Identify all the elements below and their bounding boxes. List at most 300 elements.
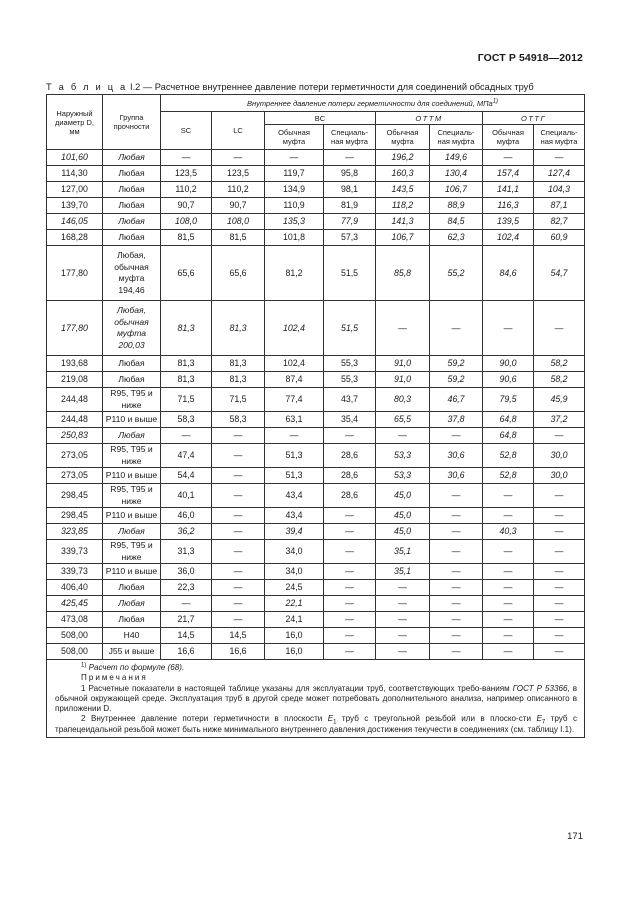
sc-cell: 110,2 (161, 182, 212, 198)
ottg-regular-cell: 116,3 (483, 198, 534, 214)
group-cell: Любая (103, 230, 161, 246)
ottm-header: ОТТМ (376, 112, 483, 125)
group-cell: J55 и выше (103, 644, 161, 660)
bc-regular-cell: 102,4 (265, 301, 324, 356)
group-cell: P110 и выше (103, 412, 161, 428)
bc-regular-header: Обычная муфта (265, 125, 324, 150)
diameter-header: Наружный диаметр D, мм (47, 95, 103, 150)
table-row (47, 644, 585, 660)
pressure-header (161, 95, 585, 112)
group-cell: Любая (103, 182, 161, 198)
table-row (47, 524, 585, 540)
header-row (47, 95, 585, 112)
lc-cell: 16,6 (212, 644, 265, 660)
pressure-header-text: Внутреннее давление потери герметичности для соединений, МПа (247, 98, 493, 108)
ottg-special-cell: — (534, 428, 585, 444)
ottm-regular-cell: 85,8 (376, 246, 430, 301)
diameter-cell: 298,45 (47, 508, 103, 524)
ottg-special-cell: 30,0 (534, 444, 585, 468)
ottm-regular-cell: 53,3 (376, 468, 430, 484)
sc-cell: 36,0 (161, 564, 212, 580)
bc-special-cell: 28,6 (324, 444, 376, 468)
ottg-regular-cell: — (483, 564, 534, 580)
bc-regular-cell: 101,8 (265, 230, 324, 246)
table-row (47, 508, 585, 524)
bc-regular-cell: 51,3 (265, 468, 324, 484)
caption-title: I.2 — Расчетное внутреннее давление потери герметичности для соединений обсадных труб (129, 82, 534, 92)
group-cell: P110 и выше (103, 564, 161, 580)
bc-special-cell: — (324, 596, 376, 612)
bc-regular-cell: 43,4 (265, 508, 324, 524)
table-row (47, 540, 585, 564)
ottm-special-cell: 59,2 (430, 372, 483, 388)
lc-cell: — (212, 484, 265, 508)
lc-cell: 110,2 (212, 182, 265, 198)
bc-special-cell: 51,5 (324, 246, 376, 301)
lc-cell: — (212, 540, 265, 564)
ottg-regular-cell: 52,8 (483, 468, 534, 484)
ottm-regular-cell: 35,1 (376, 564, 430, 580)
bc-special-cell: 81,9 (324, 198, 376, 214)
bc-regular-cell: 87,4 (265, 372, 324, 388)
lc-cell: 81,3 (212, 301, 265, 356)
bc-regular-cell: 81,2 (265, 246, 324, 301)
ottg-special-cell: 37,2 (534, 412, 585, 428)
table-row (47, 214, 585, 230)
bc-regular-cell: 34,0 (265, 564, 324, 580)
bc-special-cell: 28,6 (324, 484, 376, 508)
lc-cell: 65,6 (212, 246, 265, 301)
ottm-special-cell: 84,5 (430, 214, 483, 230)
note-2-text-b: труб с треугольной резьбой или в плоско-сти (336, 714, 537, 724)
bc-special-cell: — (324, 612, 376, 628)
note-2-e7-sub: 7 (541, 720, 546, 727)
diameter-cell: 177,80 (47, 246, 103, 301)
ottm-special-cell: 149,6 (430, 150, 483, 166)
bc-regular-cell: 16,0 (265, 644, 324, 660)
group-cell: Любая (103, 612, 161, 628)
ottg-special-cell: — (534, 540, 585, 564)
bc-regular-cell: — (265, 428, 324, 444)
lc-cell: 14,5 (212, 628, 265, 644)
ottm-special-cell: — (430, 596, 483, 612)
ottm-regular-cell: 118,2 (376, 198, 430, 214)
bc-regular-cell: 24,5 (265, 580, 324, 596)
sc-cell: 58,3 (161, 412, 212, 428)
bc-special-cell: 98,1 (324, 182, 376, 198)
lc-cell: — (212, 612, 265, 628)
ottm-special-cell: — (430, 428, 483, 444)
group-cell: R95, T95 и ниже (103, 388, 161, 412)
bc-special-cell: 55,3 (324, 372, 376, 388)
bc-header: BC (265, 112, 376, 125)
ottg-regular-cell: 90,0 (483, 356, 534, 372)
bc-special-cell: — (324, 564, 376, 580)
diameter-cell: 127,00 (47, 182, 103, 198)
sc-cell: 31,3 (161, 540, 212, 564)
group-cell: Любая, обычная муфта 194,46 (103, 246, 161, 301)
diameter-cell: 339,73 (47, 564, 103, 580)
footnote-text: Расчет по формуле (68). (88, 663, 185, 672)
ottm-special-cell: 55,2 (430, 246, 483, 301)
sc-cell: 46,0 (161, 508, 212, 524)
group-header: Группа прочности (103, 95, 161, 150)
group-cell: R95, T95 и ниже (103, 540, 161, 564)
sc-cell: — (161, 596, 212, 612)
ottm-regular-cell: 160,3 (376, 166, 430, 182)
group-cell: Любая (103, 428, 161, 444)
table-row (47, 166, 585, 182)
lc-cell: 90,7 (212, 198, 265, 214)
ottg-regular-cell: 84,6 (483, 246, 534, 301)
sc-cell: 36,2 (161, 524, 212, 540)
table-row (47, 150, 585, 166)
ottg-special-cell: — (534, 484, 585, 508)
bc-special-cell: 43,7 (324, 388, 376, 412)
ottm-regular-cell: — (376, 644, 430, 660)
sc-cell: 21,7 (161, 612, 212, 628)
ottg-special-cell: — (534, 508, 585, 524)
diameter-cell: 473,08 (47, 612, 103, 628)
ottm-regular-cell: — (376, 612, 430, 628)
ottm-regular-cell: 106,7 (376, 230, 430, 246)
notes-row (47, 660, 585, 738)
diameter-cell: 114,30 (47, 166, 103, 182)
table-row (47, 468, 585, 484)
note-1-text-a: 1 Расчетные показатели в настоящей таблице указаны для эксплуатации труб, соответствующих требо-ваниям (81, 683, 513, 693)
lc-cell: 58,3 (212, 412, 265, 428)
ottg-special-cell: 30,0 (534, 468, 585, 484)
sc-cell: 90,7 (161, 198, 212, 214)
ottg-special-cell: — (534, 564, 585, 580)
ottg-special-cell: 58,2 (534, 372, 585, 388)
ottm-regular-cell: 91,0 (376, 372, 430, 388)
note-2-e7: E (536, 714, 542, 724)
ottg-special-cell: — (534, 580, 585, 596)
ottg-special-cell: 127,4 (534, 166, 585, 182)
table-row (47, 356, 585, 372)
note-1 (55, 684, 577, 715)
group-cell: P110 и выше (103, 468, 161, 484)
table-row (47, 198, 585, 214)
ottm-special-cell: 30,6 (430, 468, 483, 484)
lc-cell: — (212, 468, 265, 484)
ottg-special-cell: — (534, 612, 585, 628)
group-cell: R95, T95 и ниже (103, 444, 161, 468)
group-cell: P110 и выше (103, 508, 161, 524)
sc-cell: 54,4 (161, 468, 212, 484)
diameter-cell: 101,60 (47, 150, 103, 166)
group-cell: R95, T95 и ниже (103, 484, 161, 508)
bc-regular-cell: — (265, 150, 324, 166)
group-cell: Любая (103, 214, 161, 230)
pressure-footnote-mark: 1) (492, 98, 499, 104)
footnote-mark: 1) (81, 662, 87, 669)
bc-regular-cell: 110,9 (265, 198, 324, 214)
ottg-special-cell: 58,2 (534, 356, 585, 372)
ottm-special-cell: — (430, 508, 483, 524)
ottm-regular-cell: 80,3 (376, 388, 430, 412)
sc-cell: 81,3 (161, 356, 212, 372)
ottm-special-cell: — (430, 540, 483, 564)
table-row (47, 564, 585, 580)
diameter-cell: 298,45 (47, 484, 103, 508)
ottg-regular-cell: — (483, 508, 534, 524)
ottm-regular-cell: 141,3 (376, 214, 430, 230)
ottm-regular-cell: 53,3 (376, 444, 430, 468)
ottm-regular-cell: 45,0 (376, 484, 430, 508)
bc-special-cell: 57,3 (324, 230, 376, 246)
sc-cell: 71,5 (161, 388, 212, 412)
ottm-special-cell: — (430, 644, 483, 660)
bc-special-cell: — (324, 580, 376, 596)
sc-cell: 47,4 (161, 444, 212, 468)
lc-cell: — (212, 508, 265, 524)
ottg-special-cell: 82,7 (534, 214, 585, 230)
ottg-regular-cell: — (483, 580, 534, 596)
ottm-regular-cell: 65,5 (376, 412, 430, 428)
ottg-regular-cell: — (483, 150, 534, 166)
table-row (47, 301, 585, 356)
note-1-reference: ГОСТ Р 53366 (512, 683, 568, 693)
sc-cell: — (161, 150, 212, 166)
ottm-special-cell: 130,4 (430, 166, 483, 182)
ottg-special-cell: — (534, 524, 585, 540)
group-cell: Любая (103, 524, 161, 540)
note-2-e1-sub: 1 (333, 720, 337, 727)
ottm-regular-cell: 143,5 (376, 182, 430, 198)
sc-cell: 40,1 (161, 484, 212, 508)
bc-special-cell: 55,3 (324, 356, 376, 372)
sc-cell: 81,5 (161, 230, 212, 246)
diameter-cell: 273,05 (47, 468, 103, 484)
lc-cell: — (212, 150, 265, 166)
sc-cell: 22,3 (161, 580, 212, 596)
group-cell: Любая, обычная муфта 200,03 (103, 301, 161, 356)
ottm-special-cell: 106,7 (430, 182, 483, 198)
lc-cell: — (212, 444, 265, 468)
bc-regular-cell: 77,4 (265, 388, 324, 412)
ottm-regular-cell: 45,0 (376, 524, 430, 540)
diameter-cell: 508,00 (47, 628, 103, 644)
diameter-cell: 406,40 (47, 580, 103, 596)
ottg-regular-cell: 157,4 (483, 166, 534, 182)
ottm-special-cell: — (430, 524, 483, 540)
ottm-regular-cell: 45,0 (376, 508, 430, 524)
ottm-special-cell: 37,8 (430, 412, 483, 428)
bc-regular-cell: 119,7 (265, 166, 324, 182)
diameter-cell: 339,73 (47, 540, 103, 564)
bc-regular-cell: 34,0 (265, 540, 324, 564)
ottm-special-cell: 46,7 (430, 388, 483, 412)
group-cell: Любая (103, 596, 161, 612)
sc-header: SC (161, 112, 212, 150)
bc-special-cell: 51,5 (324, 301, 376, 356)
bc-regular-cell: 24,1 (265, 612, 324, 628)
ottg-regular-cell: 52,8 (483, 444, 534, 468)
lc-cell: — (212, 596, 265, 612)
ottg-special-cell: — (534, 150, 585, 166)
diameter-cell: 244,48 (47, 412, 103, 428)
ottg-special-cell: 104,3 (534, 182, 585, 198)
diameter-cell: 219,08 (47, 372, 103, 388)
ottm-special-cell: — (430, 612, 483, 628)
sc-cell: 108,0 (161, 214, 212, 230)
diameter-cell: 250,83 (47, 428, 103, 444)
bc-special-cell: — (324, 644, 376, 660)
bc-special-cell: 95,8 (324, 166, 376, 182)
group-cell: Любая (103, 198, 161, 214)
ottm-special-cell: 59,2 (430, 356, 483, 372)
ottg-special-cell: 87,1 (534, 198, 585, 214)
ottm-regular-cell: — (376, 596, 430, 612)
table-row (47, 182, 585, 198)
table-row (47, 388, 585, 412)
lc-cell: 108,0 (212, 214, 265, 230)
ottg-special-cell: — (534, 628, 585, 644)
table-row (47, 596, 585, 612)
ottm-regular-cell: — (376, 301, 430, 356)
table-row (47, 428, 585, 444)
bc-special-cell: — (324, 540, 376, 564)
ottm-special-cell: 30,6 (430, 444, 483, 468)
ottg-special-cell: — (534, 301, 585, 356)
lc-cell: 123,5 (212, 166, 265, 182)
bc-regular-cell: 51,3 (265, 444, 324, 468)
group-cell: Любая (103, 150, 161, 166)
ottg-special-header: Специаль-ная муфта (534, 125, 585, 150)
bc-special-cell: — (324, 150, 376, 166)
ottg-regular-cell: 139,5 (483, 214, 534, 230)
ottm-regular-cell: — (376, 580, 430, 596)
bc-regular-cell: 43,4 (265, 484, 324, 508)
bc-regular-cell: 22,1 (265, 596, 324, 612)
bc-regular-cell: 63,1 (265, 412, 324, 428)
bc-special-cell: — (324, 508, 376, 524)
ottm-special-cell: — (430, 580, 483, 596)
ottg-regular-cell: — (483, 301, 534, 356)
ottg-regular-cell: — (483, 612, 534, 628)
ottm-special-cell: — (430, 301, 483, 356)
table-row (47, 246, 585, 301)
bc-special-cell: 77,9 (324, 214, 376, 230)
note-2 (55, 714, 577, 735)
sc-cell: 14,5 (161, 628, 212, 644)
notes-title: Примечания (81, 673, 148, 683)
bc-special-header: Специаль-ная муфта (324, 125, 376, 150)
table-row (47, 628, 585, 644)
ottg-regular-cell: — (483, 628, 534, 644)
lc-cell: — (212, 524, 265, 540)
ottm-regular-cell: 91,0 (376, 356, 430, 372)
sc-cell: 65,6 (161, 246, 212, 301)
diameter-cell: 425,45 (47, 596, 103, 612)
lc-cell: 81,5 (212, 230, 265, 246)
ottm-special-cell: — (430, 564, 483, 580)
lc-cell: — (212, 428, 265, 444)
ottg-regular-cell: 64,8 (483, 412, 534, 428)
diameter-cell: 193,68 (47, 356, 103, 372)
group-cell: H40 (103, 628, 161, 644)
diameter-cell: 168,28 (47, 230, 103, 246)
ottg-regular-cell: 102,4 (483, 230, 534, 246)
ottg-regular-header: Обычная муфта (483, 125, 534, 150)
ottg-regular-cell: — (483, 644, 534, 660)
table-row (47, 580, 585, 596)
diameter-cell: 139,70 (47, 198, 103, 214)
diameter-cell: 323,85 (47, 524, 103, 540)
diameter-cell: 244,48 (47, 388, 103, 412)
ottg-special-cell: 45,9 (534, 388, 585, 412)
ottm-special-cell: — (430, 628, 483, 644)
standard-number: ГОСТ Р 54918—2012 (477, 52, 583, 64)
table-caption (46, 82, 534, 92)
bc-regular-cell: 102,4 (265, 356, 324, 372)
bc-special-cell: — (324, 524, 376, 540)
group-cell: Любая (103, 580, 161, 596)
ottg-regular-cell: 141,1 (483, 182, 534, 198)
group-cell: Любая (103, 356, 161, 372)
ottm-regular-cell: 196,2 (376, 150, 430, 166)
table-row (47, 612, 585, 628)
ottg-special-cell: 60,9 (534, 230, 585, 246)
ottm-special-cell: 88,9 (430, 198, 483, 214)
pressure-table (46, 94, 585, 738)
note-2-text-a: 2 Внутреннее давление потери герметичности в плоскости (81, 714, 328, 724)
ottm-special-cell: — (430, 484, 483, 508)
bc-special-cell: 35,4 (324, 412, 376, 428)
caption-label: Т а б л и ц а (46, 82, 128, 92)
ottm-special-header: Специаль-ная муфта (430, 125, 483, 150)
ottg-special-cell: — (534, 644, 585, 660)
bc-special-cell: — (324, 428, 376, 444)
diameter-cell: 508,00 (47, 644, 103, 660)
table-row (47, 484, 585, 508)
bc-regular-cell: 135,3 (265, 214, 324, 230)
table-row (47, 412, 585, 428)
ottg-regular-cell: — (483, 484, 534, 508)
lc-cell: 71,5 (212, 388, 265, 412)
ottm-regular-cell: — (376, 628, 430, 644)
sc-cell: 123,5 (161, 166, 212, 182)
sc-cell: 81,3 (161, 301, 212, 356)
ottg-special-cell: — (534, 596, 585, 612)
lc-cell: — (212, 580, 265, 596)
ottg-regular-cell: 40,3 (483, 524, 534, 540)
sc-cell: 81,3 (161, 372, 212, 388)
footnote (55, 663, 577, 673)
sc-cell: 16,6 (161, 644, 212, 660)
ottm-special-cell: 62,3 (430, 230, 483, 246)
ottg-regular-cell: 64,8 (483, 428, 534, 444)
diameter-cell: 177,80 (47, 301, 103, 356)
ottg-regular-cell: 90,6 (483, 372, 534, 388)
diameter-cell: 273,05 (47, 444, 103, 468)
ottg-special-cell: 54,7 (534, 246, 585, 301)
lc-header: LC (212, 112, 265, 150)
table-row (47, 444, 585, 468)
bc-regular-cell: 39,4 (265, 524, 324, 540)
note-1-text-b: , в обычной окружающей среде. Эксплуатация труб в другой среде может потребовать дополнительного анализа, например описанного в приложении D. (55, 683, 578, 714)
group-cell: Любая (103, 372, 161, 388)
ottm-regular-cell: — (376, 428, 430, 444)
note-2-e1: E (327, 714, 334, 724)
ottm-regular-header: Обычная муфта (376, 125, 430, 150)
sc-cell: — (161, 428, 212, 444)
group-cell: Любая (103, 166, 161, 182)
ottg-regular-cell: — (483, 540, 534, 564)
note-2-text-c: труб с трапецеидальной резьбой может быть ниже минимального внутреннего давления достижения текучести в соединениях (см. таблицу I.1). (55, 714, 578, 734)
